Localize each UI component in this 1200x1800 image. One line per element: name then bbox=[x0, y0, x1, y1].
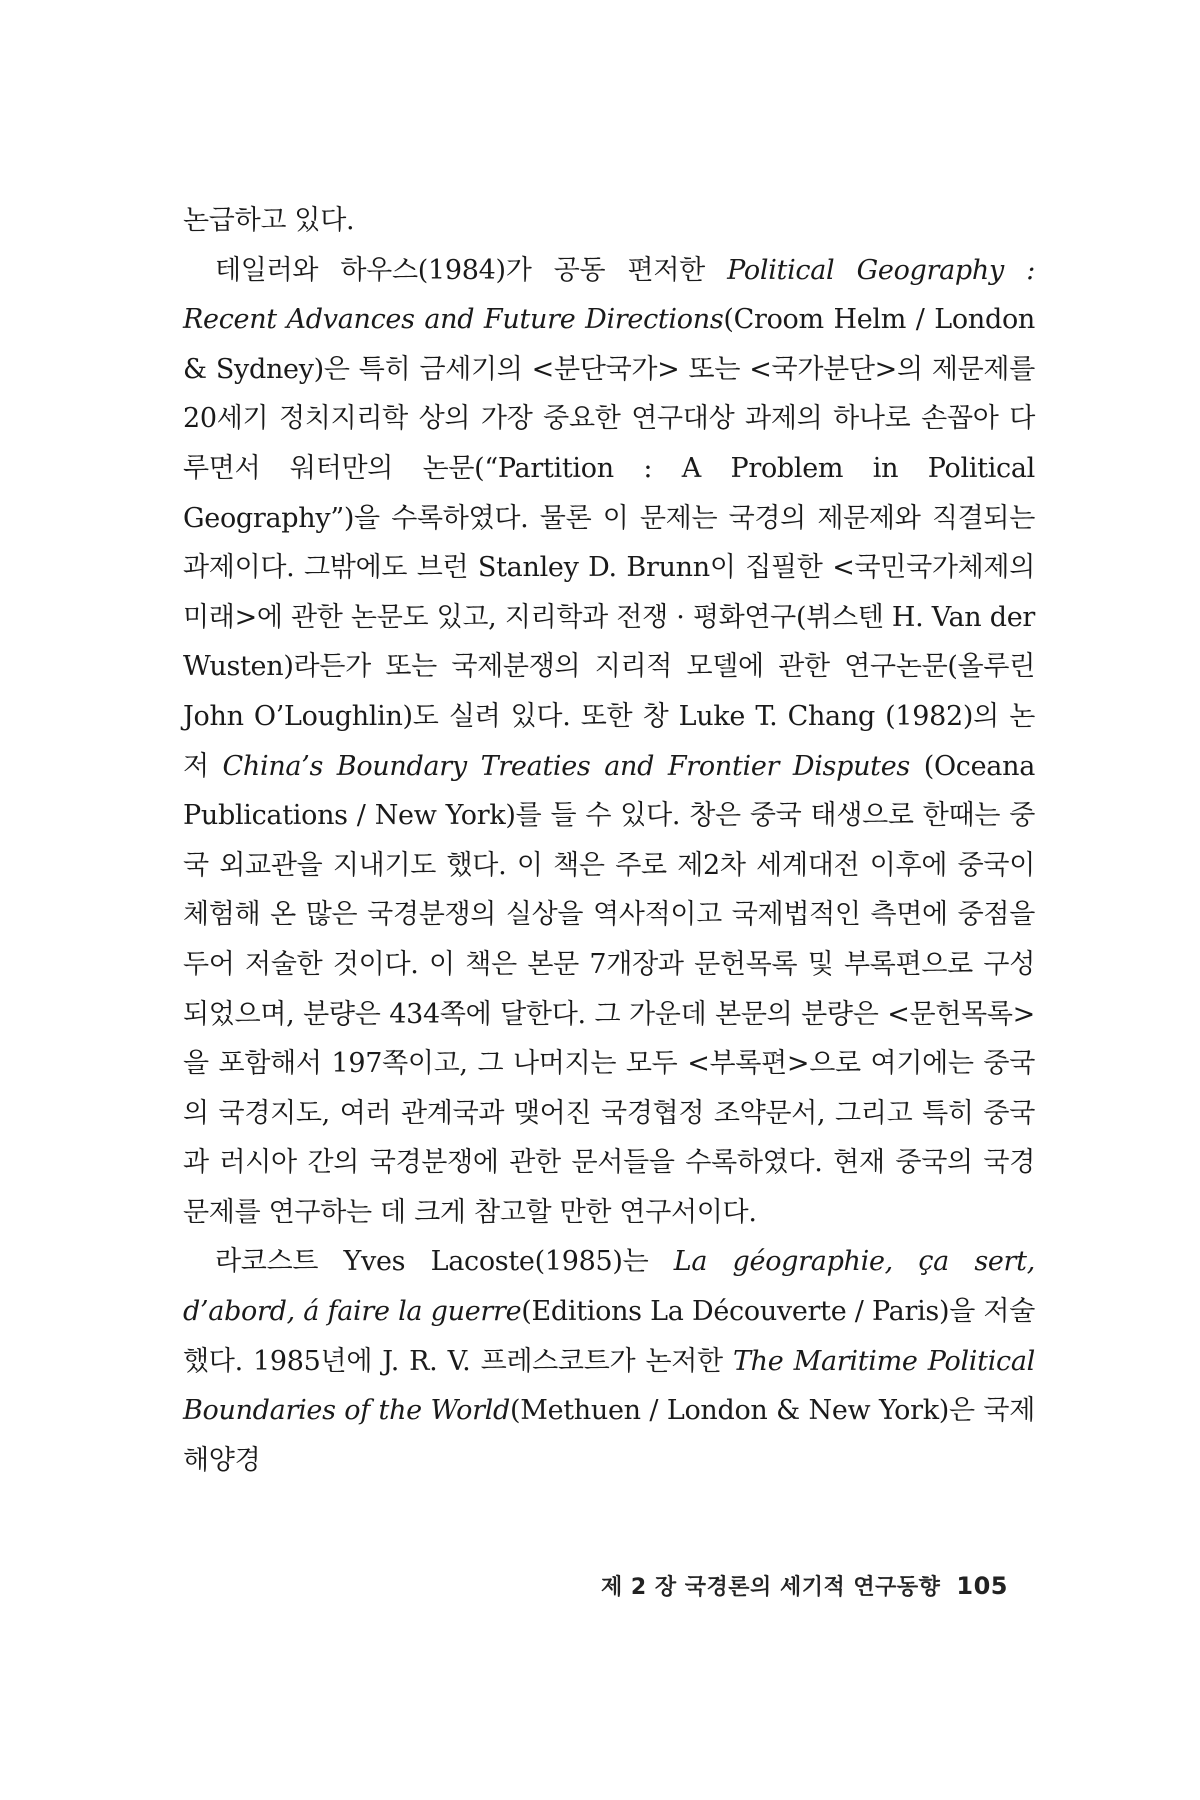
book-title: La géographie, ça sert, d’abord, á faire la guerre bbox=[183, 1246, 1035, 1328]
chapter-title: 제 2 장 국경론의 세기적 연구동향 bbox=[601, 1575, 941, 1600]
book-title: China’s Boundary Treaties and Frontier Disputes bbox=[222, 750, 910, 782]
body-text bbox=[183, 196, 1035, 1485]
text-run: (Methuen / London & New York)은 국제해양경 bbox=[183, 1395, 1035, 1476]
paragraph bbox=[183, 1237, 1035, 1485]
text-run: 테일러와 하우스(1984)가 공동 편저한 bbox=[215, 254, 728, 286]
text-run: (Croom Helm / London & Sydney)은 특히 금세기의 <분단국가> 또는 <국가분단>의 제문제를 20세기 정치지리학 상의 가장 중요한 연구대상 과제의 하나로 손꼽아 다루면서 워터만의 논문(“Partition : A Problem in Political Geography”)을 수록하였다. 물론 이 문제는 국경의 제문제와 직결되는 과제이다. 그밖에도 브런 Stanley D. Brunn이 집필한 <국민국가체제의 미래>에 관한 논문도 있고, 지리학과 전쟁 · 평화연구(뷔스텐 H. Van der Wusten)라든가 또는 국제분쟁의 지리적 모델에 관한 연구논문(올루린 John O’Loughlin)도 실려 있다. 또한 창 Luke T. Chang (1982)의 논저 bbox=[183, 304, 1035, 782]
book-title: Political Geography : Recent Advances and Future Directions bbox=[183, 254, 1035, 336]
running-footer bbox=[601, 1570, 1008, 1601]
text-run: (Editions La Découverte / Paris)을 저술했다. 1985년에 J. R. V. 프레스코트가 논저한 bbox=[183, 1296, 1035, 1377]
book-title: The Maritime Political Boundaries of the World bbox=[183, 1345, 1035, 1427]
paragraph bbox=[183, 246, 1035, 1238]
page-number: 105 bbox=[956, 1572, 1008, 1600]
text-run: (Oceana Publications / New York)를 들 수 있다. 창은 중국 태생으로 한때는 중국 외교관을 지내기도 했다. 이 책은 주로 제2차 세계대전 이후에 중국이 체험해 온 많은 국경분쟁의 실상을 역사적이고 국제법적인 측면에 중점을 두어 저술한 것이다. 이 책은 본문 7개장과 문헌목록 및 부록편으로 구성되었으며, 분량은 434쪽에 달한다. 그 가운데 본문의 분량은 <문헌목록>을 포함해서 197쪽이고, 그 나머지는 모두 <부록편>으로 여기에는 중국의 국경지도, 여러 관계국과 맺어진 국경협정 조약문서, 그리고 특히 중국과 러시아 간의 국경분쟁에 관한 문서들을 수록하였다. 현재 중국의 국경문제를 연구하는 데 크게 참고할 만한 연구서이다. bbox=[183, 750, 1035, 1228]
text-run: 라코스트 Yves Lacoste(1985)는 bbox=[215, 1246, 674, 1278]
paragraph bbox=[183, 196, 1035, 246]
text-run: 논급하고 있다. bbox=[183, 205, 355, 236]
